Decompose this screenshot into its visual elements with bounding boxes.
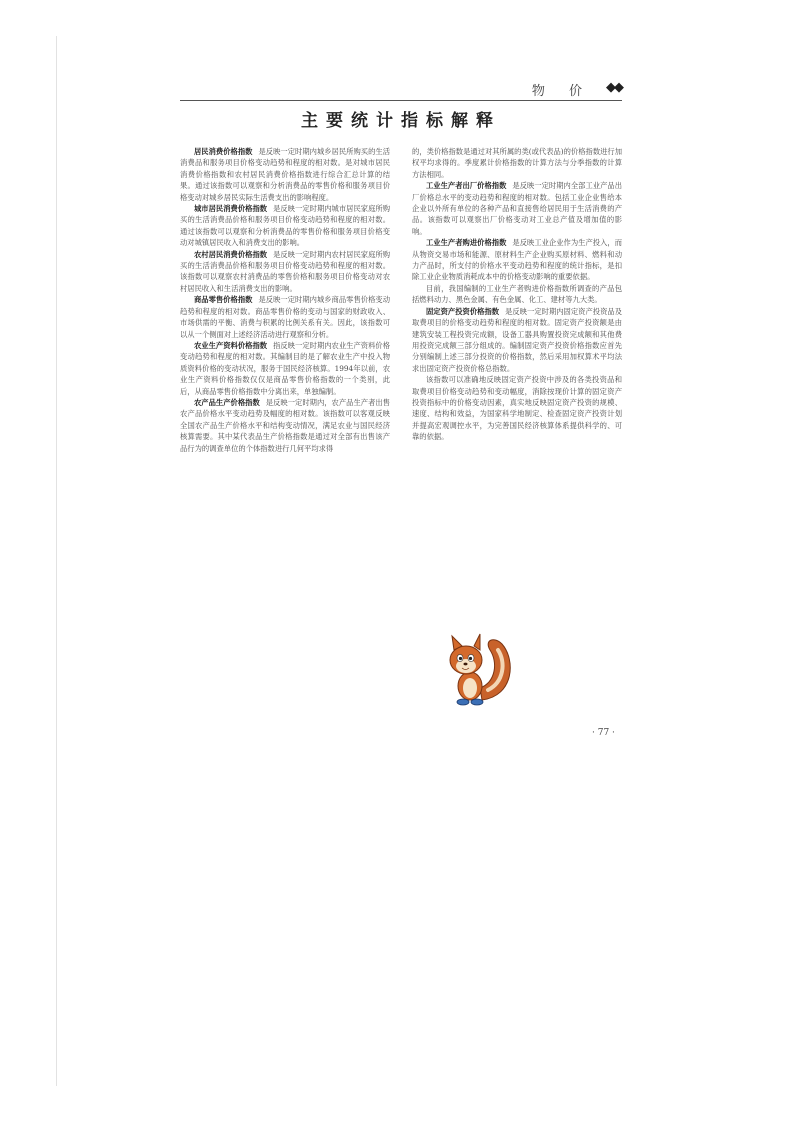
paragraph [180, 294, 390, 340]
page-number: · 77 · [592, 728, 615, 738]
paragraph [412, 283, 622, 306]
paragraph [412, 306, 622, 374]
paragraph [180, 340, 390, 397]
header-title: 物 价 [531, 84, 592, 99]
paragraph-text: 是反映一定时期内固定资产投资品及取费项目的价格变动趋势和程度的相对数。固定资产投资额是由建筑安装工程投资完成额，设备工器具购置投资完成额和其他费用投资完成额三部分组成的。编制固定资产投资价格指数应首先分别编制上述三部分投资的价格指数，然后采用加权算术平均法求出固定资产投资价格总指数。 [412, 306, 623, 373]
paragraph-text: 是反映一定时期内全部工业产品出厂价格总水平的变动趋势和程度的相对数。包括工业企业售给本企业以外所有单位的各种产品和直接售给居民用于生活消费的产品。该指数可以观察出厂价格变动对工业总产值及增加值的影响。 [412, 181, 623, 236]
paragraph [412, 180, 622, 237]
paragraph [412, 374, 622, 442]
paragraph [412, 237, 622, 283]
term-heading: 城市居民消费价格指数 [194, 204, 268, 214]
binding-line [56, 36, 57, 1086]
term-heading: 农业生产资料价格指数 [194, 340, 268, 350]
paragraph [412, 146, 622, 180]
paragraph-text: 的，类价格指数是通过对其所属的类(或代表品)的价格指数进行加权平均求得的。季度累计价格指数的计算方法与分季指数的计算方法相同。 [412, 147, 623, 179]
paragraph-text: 是反映一定时期内农村居民家庭所购买的生活消费品价格和服务项目价格变动趋势和程度的相对数。该指数可以观察农村消费品的零售价格和服务项目价格变动对农村居民收入和生活消费支出的影响。 [180, 249, 391, 293]
term-heading: 固定资产投资价格指数 [426, 306, 500, 316]
paragraph-text: 是反映一定时期内城市居民家庭所购买的生活消费品价格和服务项目价格变动趋势和程度的相对数。通过该指数可以观察和分析消费品的零售价格和服务项目价格变动对城镇居民收入和消费支出的影响。 [180, 204, 391, 248]
paragraph-text: 指反映一定时期内农业生产资料价格变动趋势和程度的相对数。其编制目的是了解农业生产中投入物质资料价格的变动状况，服务于国民经济核算。1994年以前，农业生产资料价格指数仅仅是商品零售价格指数的一个类别，此后，从商品零售价格指数中分离出来，单独编制。 [180, 340, 391, 396]
term-heading: 农村居民消费价格指数 [194, 249, 268, 259]
term-heading: 工业生产者购进价格指数 [426, 238, 507, 248]
term-heading: 商品零售价格指数 [194, 295, 253, 305]
paragraph [180, 249, 390, 295]
paragraph-text: 是反映工业企业作为生产投入，而从物资交易市场和能源、原材料生产企业购买原材料、燃料和动力产品时，所支付的价格水平变动趋势和程度的统计指标，是扣除工业企业物质消耗成本中的价格变动影响的重要依据。 [412, 238, 623, 282]
paragraph-text: 是反映一定时期内城乡居民所购买的生活消费品和服务项目价格变动趋势和程度的相对数。是对城市居民消费价格指数和农村居民消费价格指数进行综合汇总计算的结果。通过该指数可以观察和分析消费品的零售价格和服务项目价格变动对城乡居民实际生活费支出的影响程度。 [180, 147, 391, 202]
term-heading: 工业生产者出厂价格指数 [426, 181, 507, 191]
paragraph-text: 是反映一定时期内城乡商品零售价格变动趋势和程度的相对数。商品零售价格的变动与国家的财政收入、市场供需的平衡、消费与积累的比例关系有关。因此，该指数可以从一个侧面对上述经济活动进行观察和分析。 [180, 295, 391, 339]
paragraph [180, 397, 390, 454]
page-title: 主要统计指标解释 [301, 111, 501, 131]
paragraph [180, 146, 390, 203]
term-heading: 农产品生产价格指数 [194, 397, 260, 407]
paragraph [180, 203, 390, 249]
paragraph-text: 是反映一定时期内，农产品生产者出售农产品价格水平变动趋势及幅度的相对数。该指数可以客观反映全国农产品生产价格水平和结构变动情况，满足农业与国民经济核算需要。其中某代表品生产价格指数是通过对全部有出售该产品行为的调查单位的个体指数进行几何平均求得 [180, 397, 391, 453]
running-header [180, 78, 622, 101]
paragraph-text: 目前，我国编制的工业生产者购进价格指数所调查的产品包括燃料动力、黑色金属、有色金属、化工、建材等九大类。 [412, 283, 622, 305]
paragraph-text: 该指数可以准确地反映固定资产投资中涉及的各类投资品和取费项目价格变动趋势和变动幅度，消除按现价计算的固定资产投资指标中的价格变动因素，真实地反映固定资产投资的规模、速度、结构和效益，为国家科学地制定、检查固定资产投资计划并提高宏观调控水平，为完善国民经济核算体系提供科学的、可靠的依据。 [412, 375, 622, 442]
right-column [412, 146, 622, 443]
squirrel-mascot [444, 630, 516, 710]
left-column [180, 146, 390, 454]
term-heading: 居民消费价格指数 [194, 147, 253, 156]
diamond-icon: ◆◆ [606, 80, 622, 95]
